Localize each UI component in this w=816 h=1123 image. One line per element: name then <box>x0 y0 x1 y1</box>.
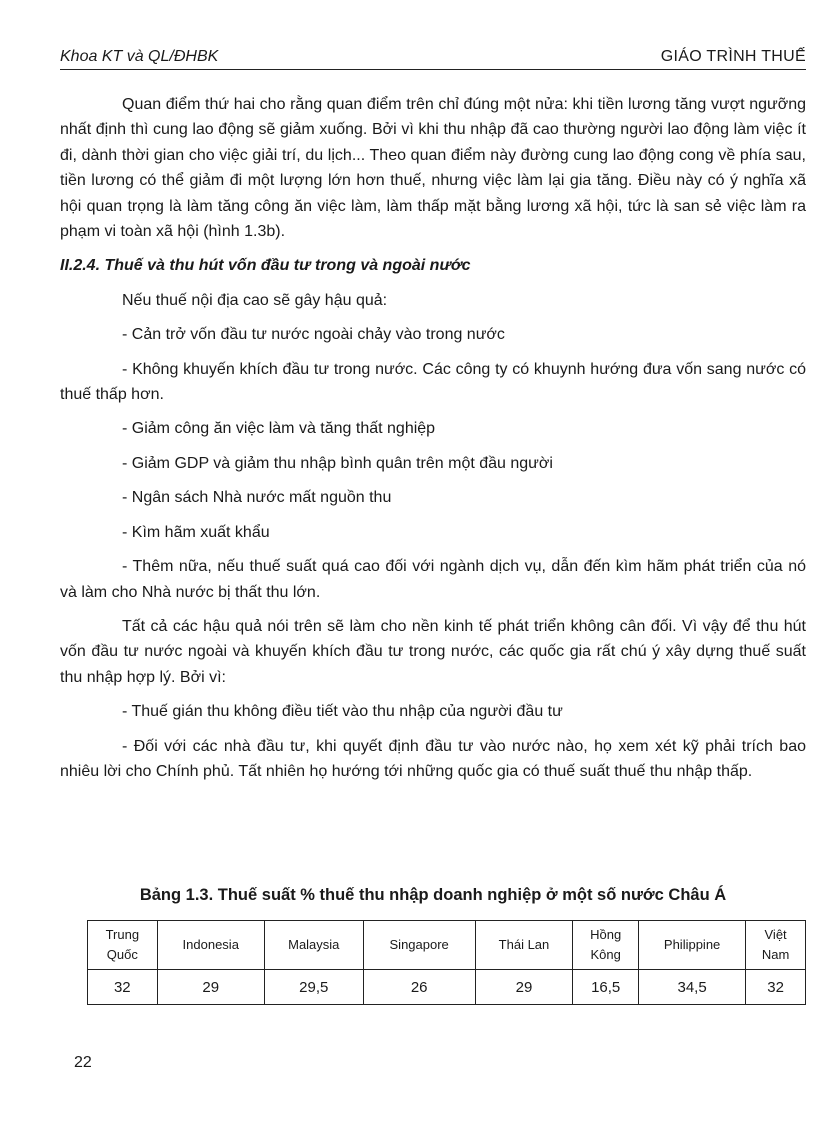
table-header-row <box>88 921 806 970</box>
country-name: Hồng <box>590 927 622 942</box>
country-name: Singapore <box>389 937 449 952</box>
rate-cell: 29 <box>157 970 264 1005</box>
list-item: - Ngân sách Nhà nước mất nguồn thu <box>122 489 392 507</box>
paragraph-labor-supply: Quan điểm thứ hai cho rằng quan điểm trên chỉ đúng một nửa: khi tiền lương tăng vượt ngưỡng nhất định thì cung lao động sẽ giảm xuống. Bởi vì khi thu nhập đã cao thường người lao động làm việc ít đi, dành thời gian cho việc giải trí, du lịch... Theo quan điểm này đường cung lao động cong về phía sau, tiền lương có thể giảm đi một lượng lớn hơn thuế, nhưng việc làm lại gia tăng. Điều này có ý nghĩa xã hội quan trọng là làm tăng công ăn việc làm, làm thấp mặt bằng lương xã hội, tức là san sẻ việc làm ra phạm vi toàn xã hội (hình 1.3b). <box>60 96 806 241</box>
country-cell <box>363 921 475 970</box>
rate-cell: 16,5 <box>573 970 639 1005</box>
list-item: - Thêm nữa, nếu thuế suất quá cao đối với ngành dịch vụ, dẫn đến kìm hãm phát triển của nó và làm cho Nhà nước bị thất thu lớn. <box>60 558 806 601</box>
country-name: Malaysia <box>288 937 340 952</box>
country-name: Việt <box>764 927 787 942</box>
country-name: Thái Lan <box>498 937 550 952</box>
country-cell <box>264 921 363 970</box>
rate-cell: 34,5 <box>639 970 746 1005</box>
country-cell <box>573 921 639 970</box>
country-name: Quốc <box>106 947 138 962</box>
table-values-row <box>88 970 806 1005</box>
country-name: Kông <box>590 947 621 962</box>
page-number: 22 <box>74 1054 92 1071</box>
table-caption: Bảng 1.3. Thuế suất % thuế thu nhập doanh nghiệp ở một số nước Châu Á <box>139 886 727 904</box>
country-cell <box>475 921 573 970</box>
tax-rate-table <box>87 920 806 1005</box>
country-cell <box>157 921 264 970</box>
rate-cell: 29 <box>475 970 573 1005</box>
header-book-title: GIÁO TRÌNH THUẾ <box>660 48 806 65</box>
list-item: - Kìm hãm xuất khẩu <box>122 523 270 541</box>
rate-cell: 26 <box>363 970 475 1005</box>
list-item: - Cản trở vốn đầu tư nước ngoài chảy vào trong nước <box>122 326 505 344</box>
list-item: - Giảm GDP và giảm thu nhập bình quân trên một đầu người <box>122 454 553 472</box>
country-cell <box>88 921 158 970</box>
header-faculty: Khoa KT và QL/ĐHBK <box>60 48 219 65</box>
list-item: - Không khuyến khích đầu tư trong nước. Các công ty có khuynh hướng đưa vốn sang nước có thuế thấp hơn. <box>60 360 806 404</box>
page-header <box>60 48 806 70</box>
country-cell <box>746 921 806 970</box>
country-name: Philippine <box>663 937 721 952</box>
country-name: Indonesia <box>182 937 239 952</box>
list-item: - Đối với các nhà đầu tư, khi quyết định đầu tư vào nước nào, họ xem xét kỹ phải trích bao nhiêu lời cho Chính phủ. Tất nhiên họ hướng tới những quốc gia có thuế suất thuế thu nhập thấp. <box>60 737 806 780</box>
rate-cell: 32 <box>88 970 158 1005</box>
rate-cell: 32 <box>746 970 806 1005</box>
country-name: Nam <box>761 947 790 962</box>
consequences-intro: Nếu thuế nội địa cao sẽ gây hậu quả: <box>122 291 388 309</box>
country-cell <box>639 921 746 970</box>
country-name: Trung <box>105 927 140 942</box>
rate-cell: 29,5 <box>264 970 363 1005</box>
paragraph-conclusion: Tất cả các hậu quả nói trên sẽ làm cho nền kinh tế phát triển không cân đối. Vì vậy để thu hút vốn đầu tư nước ngoài và khuyến khích đầu tư trong nước, các quốc gia rất chú ý xây dựng thuế suất thu nhập hợp lý. Bởi vì: <box>60 617 806 686</box>
list-item: - Giảm công ăn việc làm và tăng thất nghiệp <box>122 420 436 438</box>
list-item: - Thuế gián thu không điều tiết vào thu nhập của người đầu tư <box>122 703 563 721</box>
section-heading: II.2.4. Thuế và thu hút vốn đầu tư trong và ngoài nước <box>60 257 471 275</box>
page-body <box>60 92 806 784</box>
